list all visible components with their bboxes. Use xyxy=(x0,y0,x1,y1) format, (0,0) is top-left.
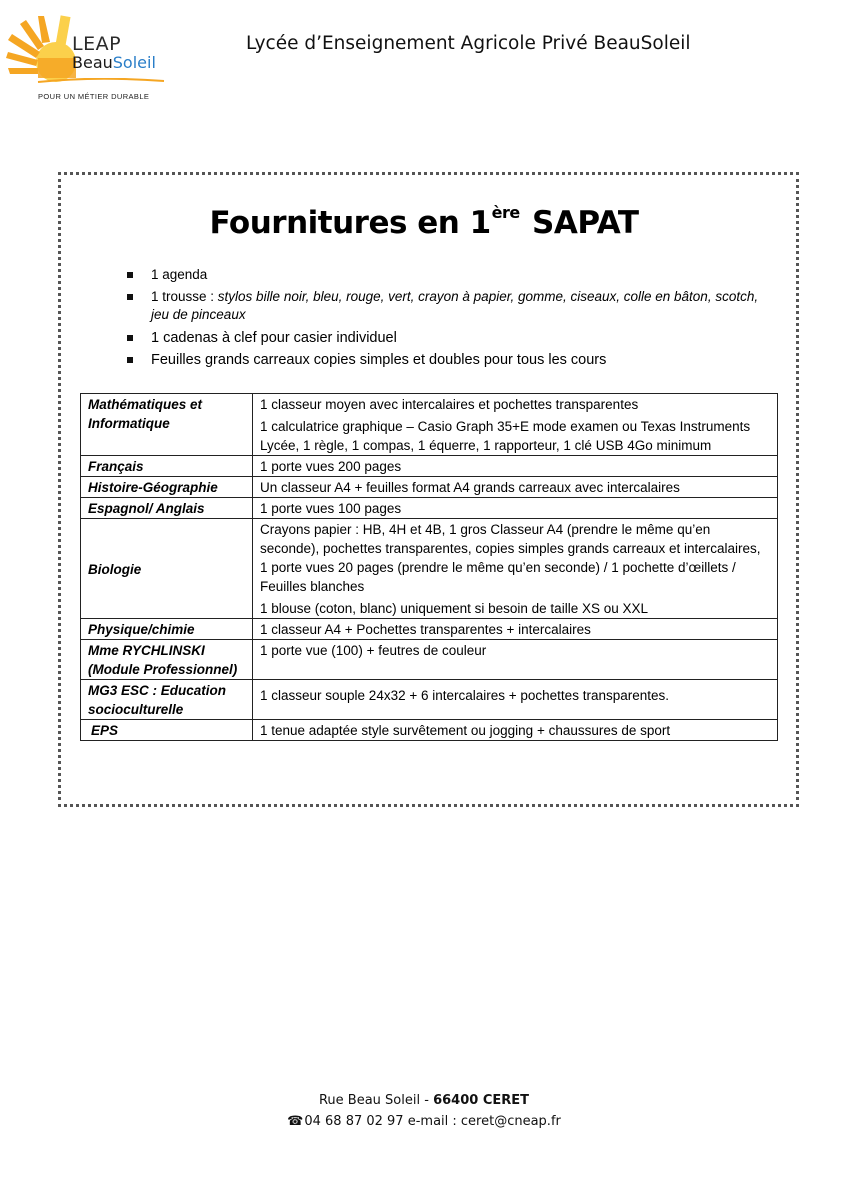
subject-cell: Biologie xyxy=(81,519,253,619)
logo-tagline: POUR UN MÉTIER DURABLE xyxy=(38,92,150,101)
items-cell xyxy=(253,498,778,519)
table-row xyxy=(81,680,778,720)
bullet-square-icon xyxy=(127,335,133,341)
item-text: 1 porte vue (100) + feutres de couleur xyxy=(260,643,487,658)
logo-underline xyxy=(36,78,166,84)
table-row xyxy=(81,720,778,741)
item-text: 1 classeur A4 + Pochettes transparentes + intercalaires xyxy=(260,622,591,637)
table-row xyxy=(81,640,778,680)
sun-icon xyxy=(6,12,76,82)
logo-soleil-text: Soleil xyxy=(112,53,156,72)
footer-street: Rue Beau Soleil - xyxy=(318,1093,434,1108)
table-row xyxy=(81,456,778,477)
school-name: Lycée d’Enseignement Agricole Privé BeauSoleil xyxy=(246,33,691,54)
table-row xyxy=(81,498,778,519)
bullet-item xyxy=(126,288,766,324)
bullet-text: 1 trousse : xyxy=(151,289,218,304)
item-text: 1 porte vues 200 pages xyxy=(260,459,402,474)
title-prefix: Fournitures en 1 xyxy=(209,205,491,241)
telephone-icon: ☎ xyxy=(287,1114,304,1129)
items-cell xyxy=(253,394,778,456)
subject-cell: Mme RYCHLINSKI (Module Professionnel) xyxy=(81,640,253,680)
footer-contact xyxy=(0,1111,848,1132)
item-text: 1 tenue adaptée style survêtement ou jogging + chaussures de sport xyxy=(260,723,671,738)
item-text: 1 classeur moyen avec intercalaires et pochettes transparentes xyxy=(260,397,639,412)
bullet-text: Feuilles grands carreaux copies simples et doubles pour tous les cours xyxy=(151,352,607,368)
footer-contact-text: 04 68 87 02 97 e-mail : ceret@cneap.fr xyxy=(304,1114,561,1129)
items-cell xyxy=(253,456,778,477)
logo-beausoleil-text xyxy=(72,55,156,71)
items-cell xyxy=(253,720,778,741)
table-row xyxy=(81,477,778,498)
supplies-table xyxy=(80,393,778,741)
subject-cell: Français xyxy=(81,456,253,477)
footer-city: 66400 CERET xyxy=(433,1093,529,1108)
item-text: 1 classeur souple 24x32 + 6 intercalaires + pochettes transparentes. xyxy=(260,687,669,703)
item-text: 1 blouse (coton, blanc) uniquement si besoin de taille XS ou XXL xyxy=(260,601,648,616)
supply-bullet-list xyxy=(126,266,766,370)
title-superscript: ère xyxy=(491,203,520,222)
item-text: 1 porte vues 100 pages xyxy=(260,501,402,516)
bullet-square-icon xyxy=(127,272,133,278)
bullet-item xyxy=(126,350,766,370)
subject-cell: Espagnol/ Anglais xyxy=(81,498,253,519)
subject-cell: Physique/chimie xyxy=(81,619,253,640)
items-cell xyxy=(253,680,778,720)
page-footer xyxy=(0,1090,848,1132)
footer-address xyxy=(0,1090,848,1111)
subject-cell: Mathématiques et Informatique xyxy=(81,394,253,456)
subject-cell: MG3 ESC : Education socioculturelle xyxy=(81,680,253,720)
items-cell xyxy=(253,519,778,619)
items-cell xyxy=(253,640,778,680)
bullet-text: 1 agenda xyxy=(151,267,208,282)
bullet-text: 1 cadenas à clef pour casier individuel xyxy=(151,330,397,346)
bullet-text-italic: stylos bille noir, bleu, rouge, vert, crayon à papier, gomme, ciseaux, colle en bâton, scotch, jeu de pinceaux xyxy=(151,289,759,322)
bullet-square-icon xyxy=(127,294,133,300)
items-cell xyxy=(253,619,778,640)
table-row xyxy=(81,519,778,619)
bullet-square-icon xyxy=(127,357,133,363)
logo-lettering xyxy=(72,35,156,71)
item-text: Crayons papier : HB, 4H et 4B, 1 gros Classeur A4 (prendre le même qu’en seconde), pochettes transparentes, copies simples grands carreaux et intercalaires, 1 porte vues 20 pages (prendre le même qu’en seconde) / 1 pochette d’œillets / Feuilles blanches xyxy=(260,522,761,594)
logo-beau-text: Beau xyxy=(72,53,113,72)
school-logo xyxy=(6,12,166,101)
subject-cell: EPS xyxy=(81,720,253,741)
subject-cell: Histoire-Géographie xyxy=(81,477,253,498)
items-cell xyxy=(253,477,778,498)
item-text: 1 calculatrice graphique – Casio Graph 35+E mode examen ou Texas Instruments Lycée, 1 règle, 1 compas, 1 équerre, 1 rapporteur, 1 clé USB 4Go minimum xyxy=(260,419,751,453)
item-text: Un classeur A4 + feuilles format A4 grands carreaux avec intercalaires xyxy=(260,480,680,495)
table-row xyxy=(81,394,778,456)
page-title xyxy=(0,203,848,241)
bullet-item xyxy=(126,266,766,284)
title-suffix: SAPAT xyxy=(521,205,639,241)
logo-leap-text: LEAP xyxy=(72,33,122,55)
table-row xyxy=(81,619,778,640)
bullet-item xyxy=(126,328,766,348)
